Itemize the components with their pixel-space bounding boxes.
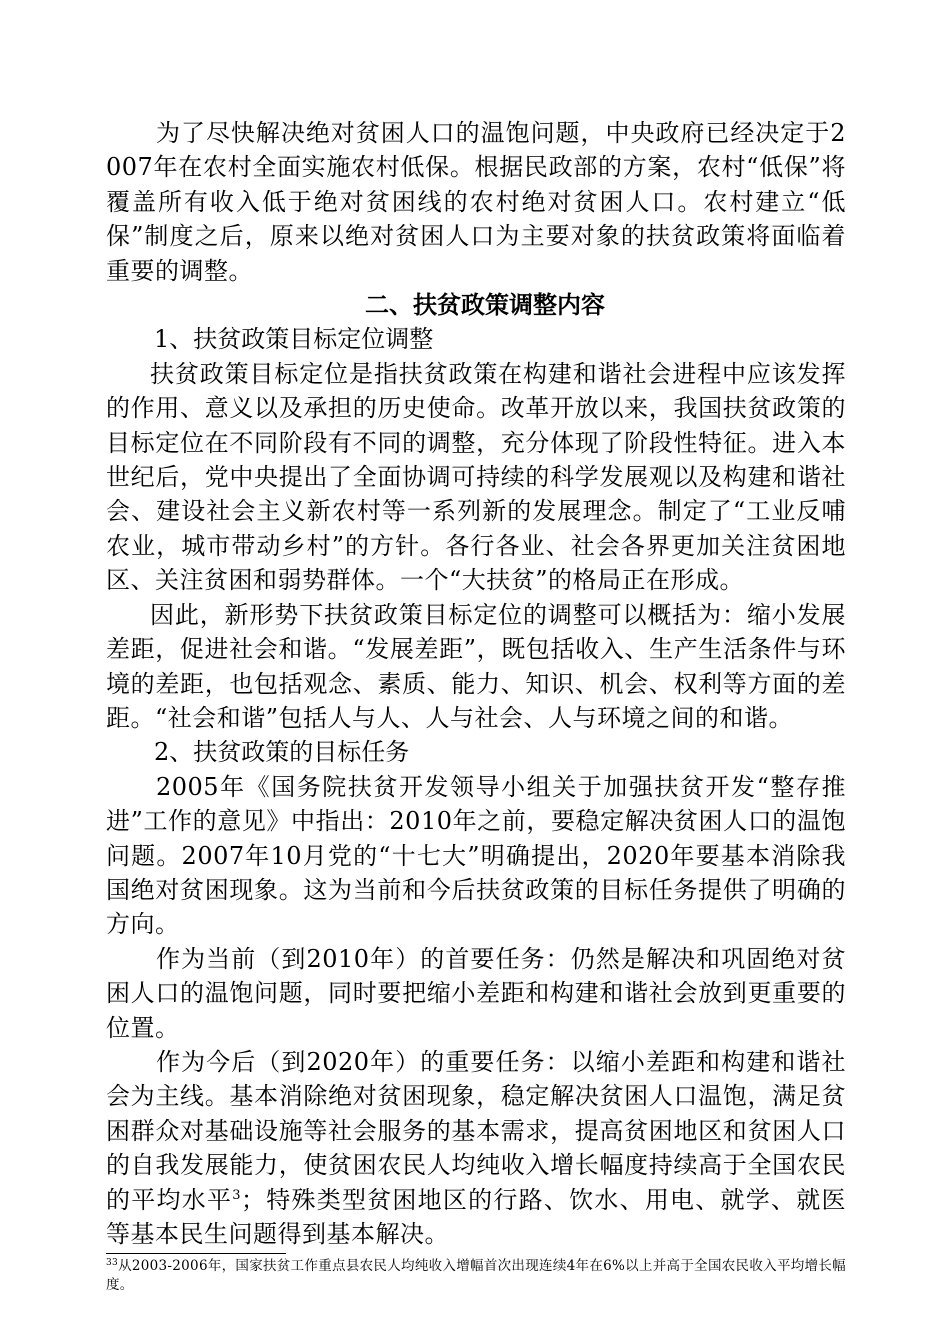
section-heading: 二、扶贫政策调整内容	[365, 290, 605, 320]
subsection-1-paragraph-1: 扶贫政策目标定位是指扶贫政策在构建和谐社会进程中应该发挥的作用、意义以及承担的历史使命。改革开放以来，我国扶贫政策的目标定位在不同阶段有不同的调整，充分体现了阶段性特征。进入本世纪后，党中央提出了全面协调可持续的科学发展观以及构建和谐社会、建设社会主义新农村等一系列新的发展理念。制定了“工业反哺农业，城市带动乡村”的方针。各行各业、社会各界更加关注贫困地区、关注贫困和弱势群体。一个“大扶贫”的格局正在形成。	[106, 359, 846, 595]
intro-paragraph: 为了尽快解决绝对贫困人口的温饱问题，中央政府已经决定于2007年在农村全面实施农村低保。根据民政部的方案，农村“低保”将覆盖所有收入低于绝对贫困线的农村绝对贫困人口。农村建立“低保”制度之后，原来以绝对贫困人口为主要对象的扶贫政策将面临着重要的调整。	[106, 119, 846, 285]
subsection-heading-2: 2、扶贫政策的目标任务	[154, 738, 410, 767]
footnote-marker: 33	[106, 1258, 119, 1269]
subsection-1-paragraph-2: 因此，新形势下扶贫政策目标定位的调整可以概括为：缩小发展差距，促进社会和谐。“发展差距”，既包括收入、生产生活条件与环境的差距，也包括观念、素质、能力、知识、机会、权利等方面的差距。“社会和谐”包括人与人、人与社会、人与环境之间的和谐。	[106, 600, 846, 732]
paragraph-text-part-2: ；特殊类型贫困地区的行路、饮水、用电、就学、就医等基本民生问题得到基本解决。	[106, 1185, 847, 1248]
subsection-heading-1: 1、扶贫政策目标定位调整	[154, 325, 434, 354]
footnote-separator	[106, 1253, 286, 1254]
footnote-text: 从2003-2006年，国家扶贫工作重点县农民人均纯收入增幅首次出现连续4年在6%以上并高于全国农民收入平均增长幅度。	[106, 1258, 846, 1294]
subsection-2-paragraph-2: 作为当前（到2010年）的首要任务：仍然是解决和巩固绝对贫困人口的温饱问题，同时要把缩小差距和构建和谐社会放到更重要的位置。	[106, 944, 846, 1042]
document-page	[106, 116, 846, 1295]
footnote-reference[interactable]: 3	[232, 1187, 241, 1203]
footnote	[106, 1257, 846, 1295]
subsection-2-paragraph-1: 2005年《国务院扶贫开发领导小组关于加强扶贫开发“整存推进”工作的意见》中指出：2010年之前，要稳定解决贫困人口的温饱问题。2007年10月党的“十七大”明确提出，2020年要基本消除我国绝对贫困现象。这为当前和今后扶贫政策的目标任务提供了明确的方向。	[106, 772, 846, 939]
paragraph-text-part-1: 作为今后（到2020年）的重要任务：以缩小差距和构建和谐社会为主线。基本消除绝对贫困现象，稳定解决贫困人口温饱，满足贫困群众对基础设施等社会服务的基本需求，提高贫困地区和贫困人口的自我发展能力，使贫困农民人均纯收入增长幅度持续高于全国农民的平均水平	[106, 1047, 846, 1214]
subsection-2-paragraph-3	[106, 1045, 846, 1251]
